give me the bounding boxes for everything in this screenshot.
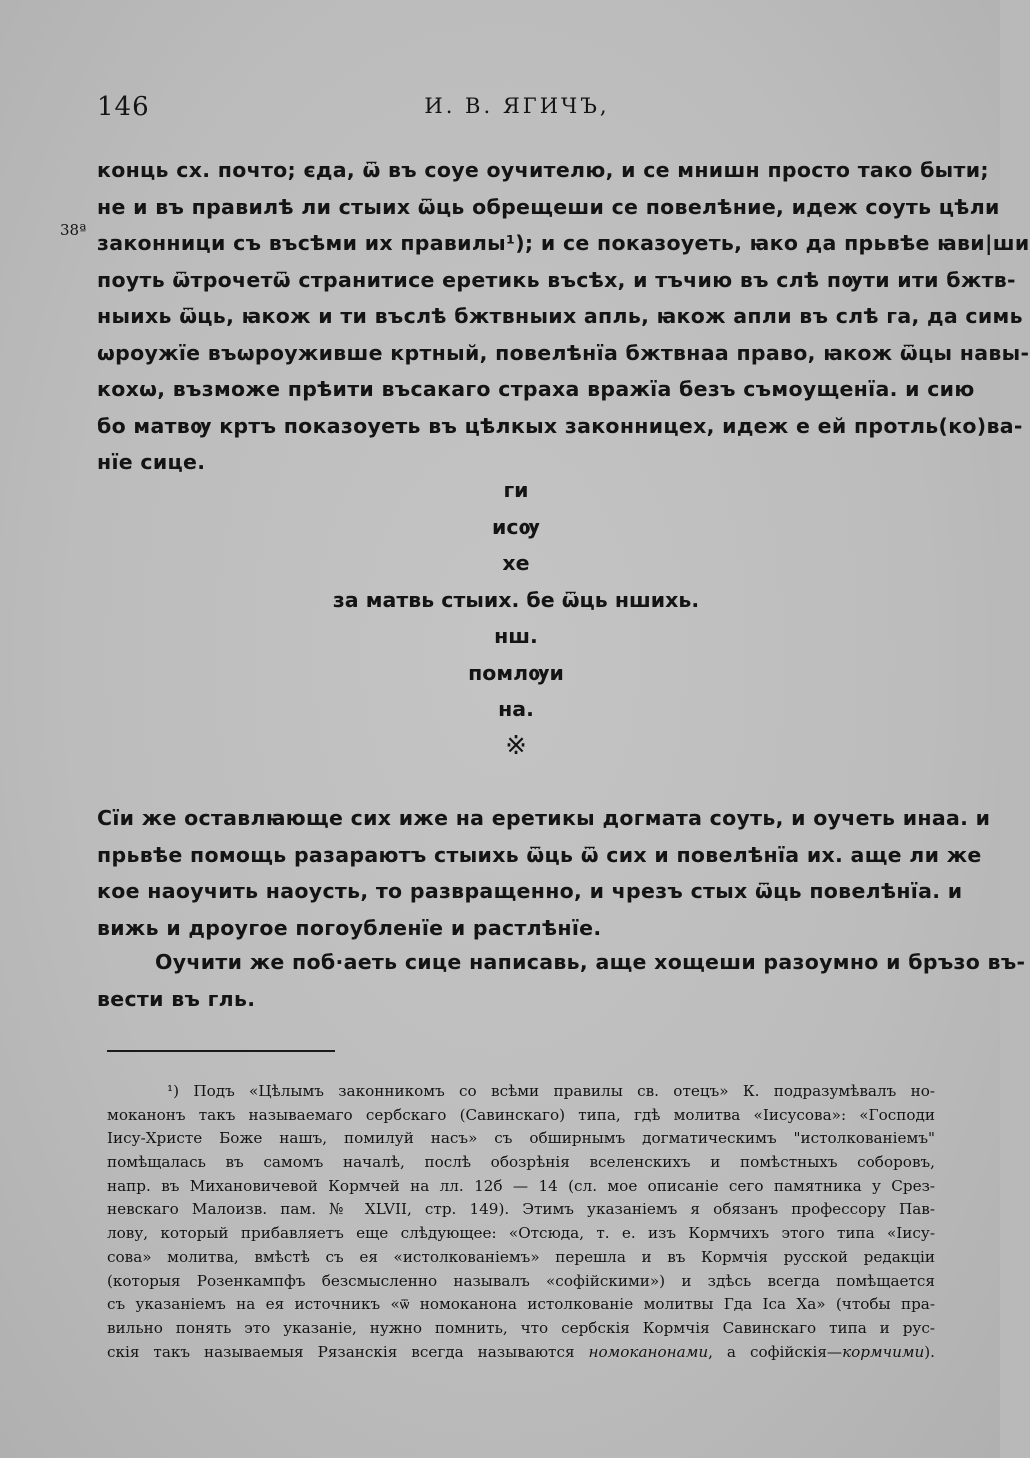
footnote-italic-term: кормчими [842, 1342, 925, 1361]
text-line: законници съ въсѣми их правилы¹); и се показоуеть, ꙗко да прьвѣе ꙗви|ши [97, 231, 1030, 255]
footnote-line: Іису-Христе Боже нашъ, помилуй насъ» съ обширнымъ догматическимъ "истолкованіемъ" [107, 1129, 935, 1148]
footnote-line: (которыя Розенкампфъ безсмысленно называлъ «софійскими») и здѣсь всегда помѣщается [107, 1271, 935, 1290]
cross-inscription [97, 472, 935, 764]
cross-line: нш. [494, 624, 538, 648]
footnote-line: съ указаніемъ на ея источникъ «ѿ номоканона истолкованіе молитвы Гда Іса Ха» (чтобы пра- [107, 1295, 935, 1314]
footnote [107, 1080, 935, 1364]
slavonic-paragraph-3 [97, 944, 1026, 1017]
text-line: Оучити же поб·аеть сице написавь, аще хощеши разоумно и бръзо въ- [155, 950, 1026, 974]
text-line: вижь и дроугое погоубленїе и растлѣнїе. [97, 915, 602, 940]
footnote-line: напр. въ Михановичевой Кормчей на лл. 12б — 14 (сл. мое описаніе сего памятника у Срез- [107, 1176, 935, 1195]
running-title: И. В. ЯГИЧЪ, [424, 94, 610, 118]
footnote-divider [107, 1050, 335, 1052]
text-line: кое наоучить наоусть, то развращенно, и чрезъ стых ѿць повелѣнїа. и [97, 879, 963, 903]
footnote-text: , а софійскія— [708, 1342, 843, 1361]
margin-note: 38ª [60, 221, 87, 239]
text-line: вести въ гль. [97, 986, 256, 1011]
page-header [97, 92, 937, 132]
text-line: бо матвѹ кртъ показоуеть въ цѣлкых законницех, идеж е ей протль(ко)ва- [97, 413, 1023, 438]
footnote-line: вильно понять это указаніе, нужно помнить, что сербскія Кормчія Савинскаго типа и рус- [107, 1318, 935, 1337]
footnote-text: скія такъ называемыя Рязанскія всегда называются [107, 1342, 589, 1361]
slavonic-paragraph-2 [97, 800, 991, 946]
cross-line: хе [502, 551, 530, 575]
text-line: ныихь ѿць, ꙗкож и ти въслѣ бжтвныих апль, ꙗкож апли въ слѣ гa, да симь [97, 304, 1023, 328]
footnote-line: сова» молитва, вмѣстѣ съ ея «истолкованіемъ» перешла и въ Кормчія русской редакціи [107, 1247, 935, 1266]
text-line: нїе сице. [97, 450, 206, 474]
footnote-line: ¹) Подъ «Цѣлымъ законникомъ со всѣми правилы св. отецъ» К. подразумѣвалъ но- [167, 1082, 935, 1100]
asterism-ornament-icon: ※ [505, 730, 527, 761]
text-line: прьвѣе помощь разараютъ стыихь ѿць ѿ сих и повелѣнїа их. аще ли же [97, 842, 982, 867]
cross-line: за матвь стыих. бе ѿць ншихь. [332, 587, 700, 612]
slavonic-paragraph-1 [97, 152, 1030, 481]
text-line: не и въ правилѣ ли стыих ѿць обрещеши се повелѣние, идеж соуть цѣли [97, 194, 1000, 219]
footnote-line: невскаго Малоизв. пам. № XLVII, стр. 149). Этимъ указаніемъ я обязанъ профессору Пав- [107, 1200, 935, 1219]
cross-line: на. [498, 697, 534, 721]
text-line: кохѡ, възможе прѣити въсакаго страха вражїа безъ съмоущенїа. и сию [97, 377, 975, 401]
text-line: поуть ѿтрочетѿ странитисе еретикь въсѣх, и тъчию въ слѣ пѹти ити бжтв- [97, 267, 1016, 292]
footnote-line: лову, который прибавляетъ еще слѣдующее: «Отсюда, т. е. изъ Кормчихъ этого типа «Іису- [107, 1224, 935, 1243]
footnote-text: ). [924, 1342, 935, 1361]
footnote-italic-term: номоканонами [588, 1342, 709, 1361]
footnote-line: моканонъ такъ называемаго сербскаго (Савинскаго) типа, гдѣ молитва «Іисусова»: «Господи [107, 1105, 935, 1124]
cross-line: ги [503, 478, 529, 502]
cross-line: помлѹи [468, 660, 564, 685]
page-number: 146 [97, 92, 150, 122]
cross-line: исѹ [492, 514, 540, 539]
footnote-last-line [107, 1341, 935, 1365]
footnote-line: помѣщалась въ самомъ началѣ, послѣ обозрѣнія вселенскихъ и помѣстныхъ соборовъ, [107, 1153, 935, 1172]
text-line: ѡроужїе въѡроужившe кртный, повелѣнїа бжтвнаа право, ꙗкож ѿцы навы- [97, 340, 1030, 365]
text-line: конць сх. почто; єда, ѿ въ соуе оучителю, и се мнишн просто тако быти; [97, 158, 989, 182]
text-line: Сїи же оставлꙗюще сих иже на еретикы догмата соуть, и оучеть инаа. и [97, 806, 991, 830]
